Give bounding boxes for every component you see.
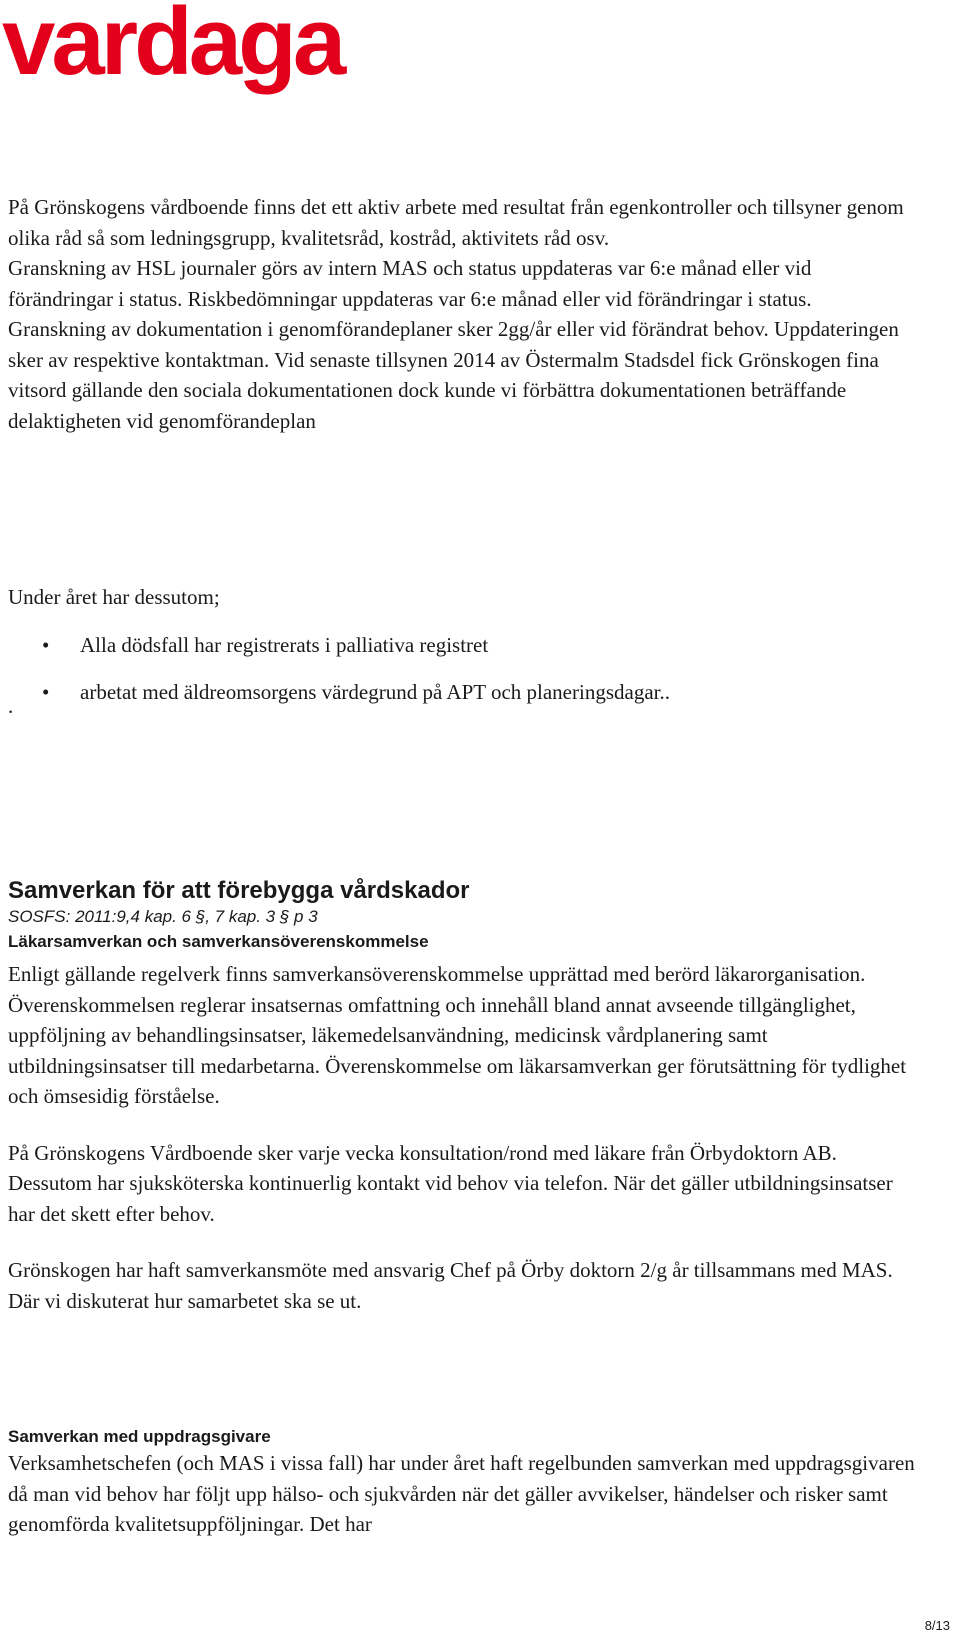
stray-mark: . [8,694,14,718]
section-reference: SOSFS: 2011:9,4 kap. 6 §, 7 kap. 3 § p 3 [8,907,318,926]
section-paragraph-1: Enligt gällande regelverk finns samverkansöverenskommelse upprättad med berörd läkarorganisation. Överenskommelsen reglerar insatsernas omfattning och innehåll bland annat avseende tillgänglighet, uppföljning av behandlingsinsatser, läkemedelsanvändning, medicinsk vårdplanering samt utbildningsinsatser till medarbetarna. Överenskommelse om läkarsamverkan ger förutsättning för tydlighet och ömsesidig förståelse. [8,962,907,1108]
section-paragraph-2: På Grönskogens Vårdboende sker varje vecka konsultation/rond med läkare från Örbydoktorn AB. Dessutom har sjuksköterska kontinuerlig kontakt vid behov via telefon. När det gäller utbildningsinsatser har det skett efter behov. [8,1140,893,1226]
vardaga-logo: vardaga [2,0,343,95]
uppdragsgivare-section [8,1426,920,1540]
intro-section [8,192,920,436]
intro-paragraph-3: Granskning av dokumentation i genomförandeplaner sker 2gg/år eller vid förändrat behov. Uppdateringen sker av respektive kontaktman. Vid senaste tillsynen 2014 av Östermalm Stadsdel fick Grönskogen fina vitsord gällande den sociala dokumentationen dock kunde vi förbättra dokumentationen beträffande delaktigheten vid genomförandeplan [8,317,899,433]
section-heading: Samverkan för att förebygga vårdskador [8,877,470,904]
bullet-text: Alla dödsfall har registrerats i palliativa registret [80,633,489,657]
intro-paragraph-2: Granskning av HSL journaler görs av intern MAS och status uppdateras var 6:e månad eller vid förändringar i status. Riskbedömningar uppdateras var 6:e månad eller vid förändringar i status. [8,256,812,311]
section-2-paragraph-1: Verksamhetschefen (och MAS i vissa fall) har under året haft regelbunden samverkan med uppdragsgivaren då man vid behov har följt upp hälso- och sjukvården när det gäller avvikelser, händelser och risker samt genomförda kvalitetsuppföljningar. Det har [8,1451,915,1536]
page-number: 8/13 [924,1618,950,1633]
section-subheading: Läkarsamverkan och samverkansöverenskommelse [8,932,429,951]
section-2-subheading: Samverkan med uppdragsgivare [8,1427,271,1446]
year-intro: Under året har dessutom; [8,585,220,609]
bullet-dot: • [42,633,50,657]
section-paragraph-3: Grönskogen har haft samverkansmöte med ansvarig Chef på Örby doktorn 2/g år tillsammans med MAS. Där vi diskuterat hur samarbetet ska se ut. [8,1258,893,1313]
intro-paragraph-1: På Grönskogens vårdboende finns det ett aktiv arbete med resultat från egenkontroller och tillsyner genom olika råd så som ledningsgrupp, kvalitetsråd, kostråd, aktivitets råd osv. [8,195,904,250]
bullet-text: arbetat med äldreomsorgens värdegrund på APT och planeringsdagar.. [80,680,670,704]
samverkan-section [8,876,920,1316]
bullet-dot: • [42,680,50,704]
